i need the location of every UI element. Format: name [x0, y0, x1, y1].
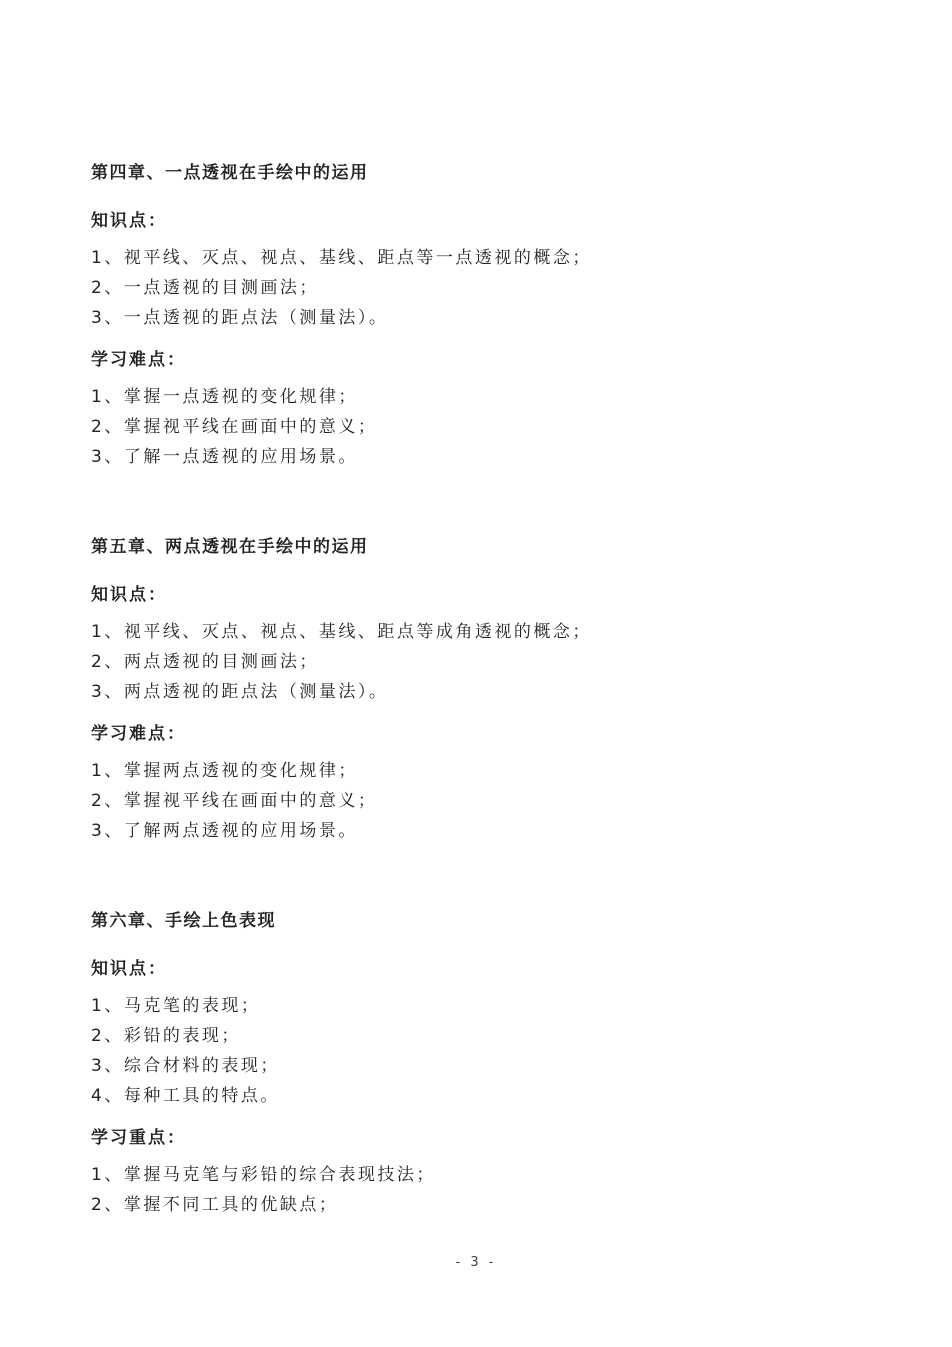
section-heading: 学习重点：	[91, 1128, 186, 1148]
list-item: 3、了解两点透视的应用场景。	[91, 821, 358, 841]
knowledge-points-section	[91, 208, 871, 333]
chapter-title: 第五章、两点透视在手绘中的运用	[91, 537, 369, 557]
list-item: 3、综合材料的表现；	[91, 1056, 280, 1076]
list-item: 1、掌握两点透视的变化规律；	[91, 761, 358, 781]
list-item: 2、彩铅的表现；	[91, 1026, 241, 1046]
knowledge-points-section	[91, 582, 871, 707]
section-heading: 学习难点：	[91, 350, 186, 370]
list-item: 1、掌握一点透视的变化规律；	[91, 387, 358, 407]
learning-difficulties-section	[91, 721, 871, 846]
section-heading: 知识点：	[91, 211, 167, 231]
list-item: 2、掌握不同工具的优缺点；	[91, 1195, 339, 1215]
item-list	[91, 243, 871, 333]
list-item: 2、一点透视的目测画法；	[91, 278, 319, 298]
chapter-title: 第四章、一点透视在手绘中的运用	[91, 163, 369, 183]
chapter-4	[91, 160, 871, 472]
list-item: 3、了解一点透视的应用场景。	[91, 447, 358, 467]
list-item: 2、两点透视的目测画法；	[91, 652, 319, 672]
chapter-title: 第六章、手绘上色表现	[91, 911, 276, 931]
section-heading: 学习难点：	[91, 724, 186, 744]
key-learning-points-section	[91, 1125, 871, 1220]
list-item: 1、掌握马克笔与彩铅的综合表现技法；	[91, 1165, 436, 1185]
list-item: 1、马克笔的表现；	[91, 996, 261, 1016]
list-item: 1、视平线、灭点、视点、基线、距点等一点透视的概念；	[91, 248, 592, 268]
list-item: 2、掌握视平线在画面中的意义；	[91, 791, 378, 811]
item-list	[91, 1160, 871, 1220]
list-item: 2、掌握视平线在画面中的意义；	[91, 417, 378, 437]
list-item: 3、一点透视的距点法（测量法）。	[91, 308, 389, 328]
item-list	[91, 617, 871, 707]
section-heading: 知识点：	[91, 585, 167, 605]
learning-difficulties-section	[91, 347, 871, 472]
page-number: - 3 -	[455, 1255, 497, 1270]
item-list	[91, 756, 871, 846]
chapter-6	[91, 908, 871, 1220]
knowledge-points-section	[91, 956, 871, 1111]
section-heading: 知识点：	[91, 959, 167, 979]
list-item: 1、视平线、灭点、视点、基线、距点等成角透视的概念；	[91, 622, 592, 642]
document-body	[91, 160, 871, 1220]
item-list	[91, 991, 871, 1111]
list-item: 3、两点透视的距点法（测量法）。	[91, 682, 389, 702]
chapter-5	[91, 534, 871, 846]
item-list	[91, 382, 871, 472]
list-item: 4、每种工具的特点。	[91, 1086, 280, 1106]
